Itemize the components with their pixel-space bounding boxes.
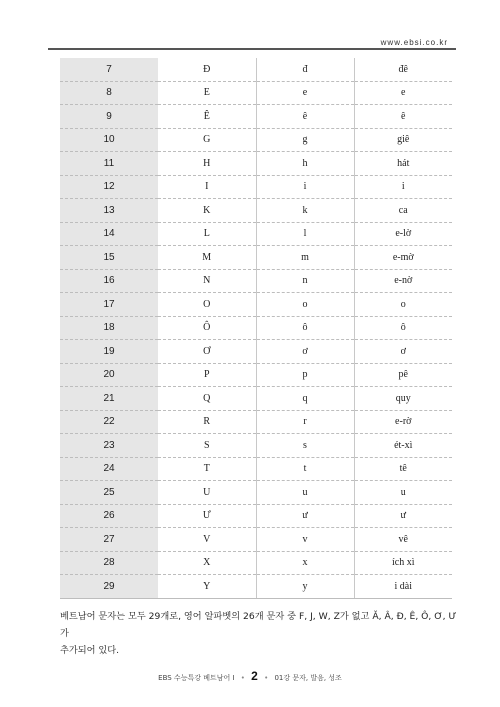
letter-name: e-mờ xyxy=(354,246,452,270)
letter-name: tê xyxy=(354,457,452,481)
alphabet-table xyxy=(60,58,452,599)
table-row xyxy=(60,551,452,575)
row-number: 25 xyxy=(60,481,158,505)
letter-name: pê xyxy=(354,363,452,387)
letter-name: i xyxy=(354,175,452,199)
lowercase-letter: e xyxy=(256,81,354,105)
row-number: 13 xyxy=(60,199,158,223)
letter-name: giê xyxy=(354,128,452,152)
uppercase-letter: K xyxy=(158,199,256,223)
lowercase-letter: x xyxy=(256,551,354,575)
row-number: 18 xyxy=(60,316,158,340)
table-row xyxy=(60,222,452,246)
note-line-1: 베트남어 문자는 모두 29개로, 영어 알파벳의 26개 문자 중 F, J, W, Z가 없고 Ă, Â, Đ, Ê, Ô, Ơ, Ư가 xyxy=(60,611,457,639)
lowercase-letter: l xyxy=(256,222,354,246)
lowercase-letter: m xyxy=(256,246,354,270)
letter-name: quy xyxy=(354,387,452,411)
row-number: 19 xyxy=(60,340,158,364)
table-row xyxy=(60,528,452,552)
letter-name: ê xyxy=(354,105,452,129)
letter-name: e-nờ xyxy=(354,269,452,293)
letter-name: e-rờ xyxy=(354,410,452,434)
explanation-note xyxy=(60,608,460,659)
lowercase-letter: ư xyxy=(256,504,354,528)
letter-name: ư xyxy=(354,504,452,528)
lowercase-letter: h xyxy=(256,152,354,176)
uppercase-letter: O xyxy=(158,293,256,317)
note-line-2: 추가되어 있다. xyxy=(60,645,120,656)
table-row xyxy=(60,152,452,176)
table-row xyxy=(60,175,452,199)
letter-name: e xyxy=(354,81,452,105)
row-number: 14 xyxy=(60,222,158,246)
table-row xyxy=(60,199,452,223)
letter-name: hát xyxy=(354,152,452,176)
page-number: 2 xyxy=(251,669,258,683)
row-number: 17 xyxy=(60,293,158,317)
uppercase-letter: Đ xyxy=(158,58,256,81)
row-number: 26 xyxy=(60,504,158,528)
lowercase-letter: o xyxy=(256,293,354,317)
uppercase-letter: H xyxy=(158,152,256,176)
lowercase-letter: ô xyxy=(256,316,354,340)
row-number: 24 xyxy=(60,457,158,481)
row-number: 11 xyxy=(60,152,158,176)
page-footer xyxy=(0,669,500,683)
table-row xyxy=(60,363,452,387)
table-row xyxy=(60,58,452,81)
row-number: 20 xyxy=(60,363,158,387)
uppercase-letter: M xyxy=(158,246,256,270)
uppercase-letter: Ơ xyxy=(158,340,256,364)
uppercase-letter: X xyxy=(158,551,256,575)
table-row xyxy=(60,81,452,105)
letter-name: ích xì xyxy=(354,551,452,575)
table-row xyxy=(60,105,452,129)
table-row xyxy=(60,504,452,528)
letter-name: vê xyxy=(354,528,452,552)
header-divider xyxy=(48,48,456,50)
row-number: 16 xyxy=(60,269,158,293)
row-number: 28 xyxy=(60,551,158,575)
letter-name: ca xyxy=(354,199,452,223)
letter-name: u xyxy=(354,481,452,505)
letter-name: ô xyxy=(354,316,452,340)
table-row xyxy=(60,340,452,364)
row-number: 27 xyxy=(60,528,158,552)
table-row xyxy=(60,410,452,434)
uppercase-letter: U xyxy=(158,481,256,505)
lowercase-letter: t xyxy=(256,457,354,481)
uppercase-letter: L xyxy=(158,222,256,246)
lowercase-letter: v xyxy=(256,528,354,552)
lowercase-letter: s xyxy=(256,434,354,458)
uppercase-letter: P xyxy=(158,363,256,387)
lowercase-letter: r xyxy=(256,410,354,434)
row-number: 21 xyxy=(60,387,158,411)
letter-name: đê xyxy=(354,58,452,81)
row-number: 15 xyxy=(60,246,158,270)
lowercase-letter: k xyxy=(256,199,354,223)
letter-name: o xyxy=(354,293,452,317)
lowercase-letter: n xyxy=(256,269,354,293)
row-number: 8 xyxy=(60,81,158,105)
uppercase-letter: Q xyxy=(158,387,256,411)
uppercase-letter: G xyxy=(158,128,256,152)
table-row xyxy=(60,246,452,270)
row-number: 29 xyxy=(60,575,158,599)
table-row xyxy=(60,269,452,293)
lowercase-letter: đ xyxy=(256,58,354,81)
table-row xyxy=(60,316,452,340)
uppercase-letter: R xyxy=(158,410,256,434)
letter-name: i dài xyxy=(354,575,452,599)
uppercase-letter: I xyxy=(158,175,256,199)
table-row xyxy=(60,293,452,317)
uppercase-letter: Ê xyxy=(158,105,256,129)
lowercase-letter: q xyxy=(256,387,354,411)
row-number: 23 xyxy=(60,434,158,458)
footer-separator: • xyxy=(264,674,269,682)
row-number: 7 xyxy=(60,58,158,81)
table-row xyxy=(60,387,452,411)
row-number: 12 xyxy=(60,175,158,199)
table-row xyxy=(60,434,452,458)
row-number: 10 xyxy=(60,128,158,152)
uppercase-letter: Y xyxy=(158,575,256,599)
letter-name: ét-xì xyxy=(354,434,452,458)
table-row xyxy=(60,457,452,481)
table-row xyxy=(60,575,452,599)
row-number: 22 xyxy=(60,410,158,434)
uppercase-letter: E xyxy=(158,81,256,105)
letter-name: e-lờ xyxy=(354,222,452,246)
lowercase-letter: g xyxy=(256,128,354,152)
footer-book-title: EBS 수능특강 베트남어 I xyxy=(158,674,235,682)
lowercase-letter: p xyxy=(256,363,354,387)
lowercase-letter: u xyxy=(256,481,354,505)
uppercase-letter: Ư xyxy=(158,504,256,528)
lowercase-letter: ơ xyxy=(256,340,354,364)
table-row xyxy=(60,481,452,505)
uppercase-letter: T xyxy=(158,457,256,481)
site-url: www.ebsi.co.kr xyxy=(380,38,448,47)
uppercase-letter: V xyxy=(158,528,256,552)
lowercase-letter: ê xyxy=(256,105,354,129)
uppercase-letter: N xyxy=(158,269,256,293)
footer-separator: • xyxy=(240,674,245,682)
table-row xyxy=(60,128,452,152)
row-number: 9 xyxy=(60,105,158,129)
letter-name: ơ xyxy=(354,340,452,364)
footer-chapter: 01강 문자, 발음, 성조 xyxy=(274,674,342,682)
lowercase-letter: y xyxy=(256,575,354,599)
uppercase-letter: S xyxy=(158,434,256,458)
lowercase-letter: i xyxy=(256,175,354,199)
uppercase-letter: Ô xyxy=(158,316,256,340)
